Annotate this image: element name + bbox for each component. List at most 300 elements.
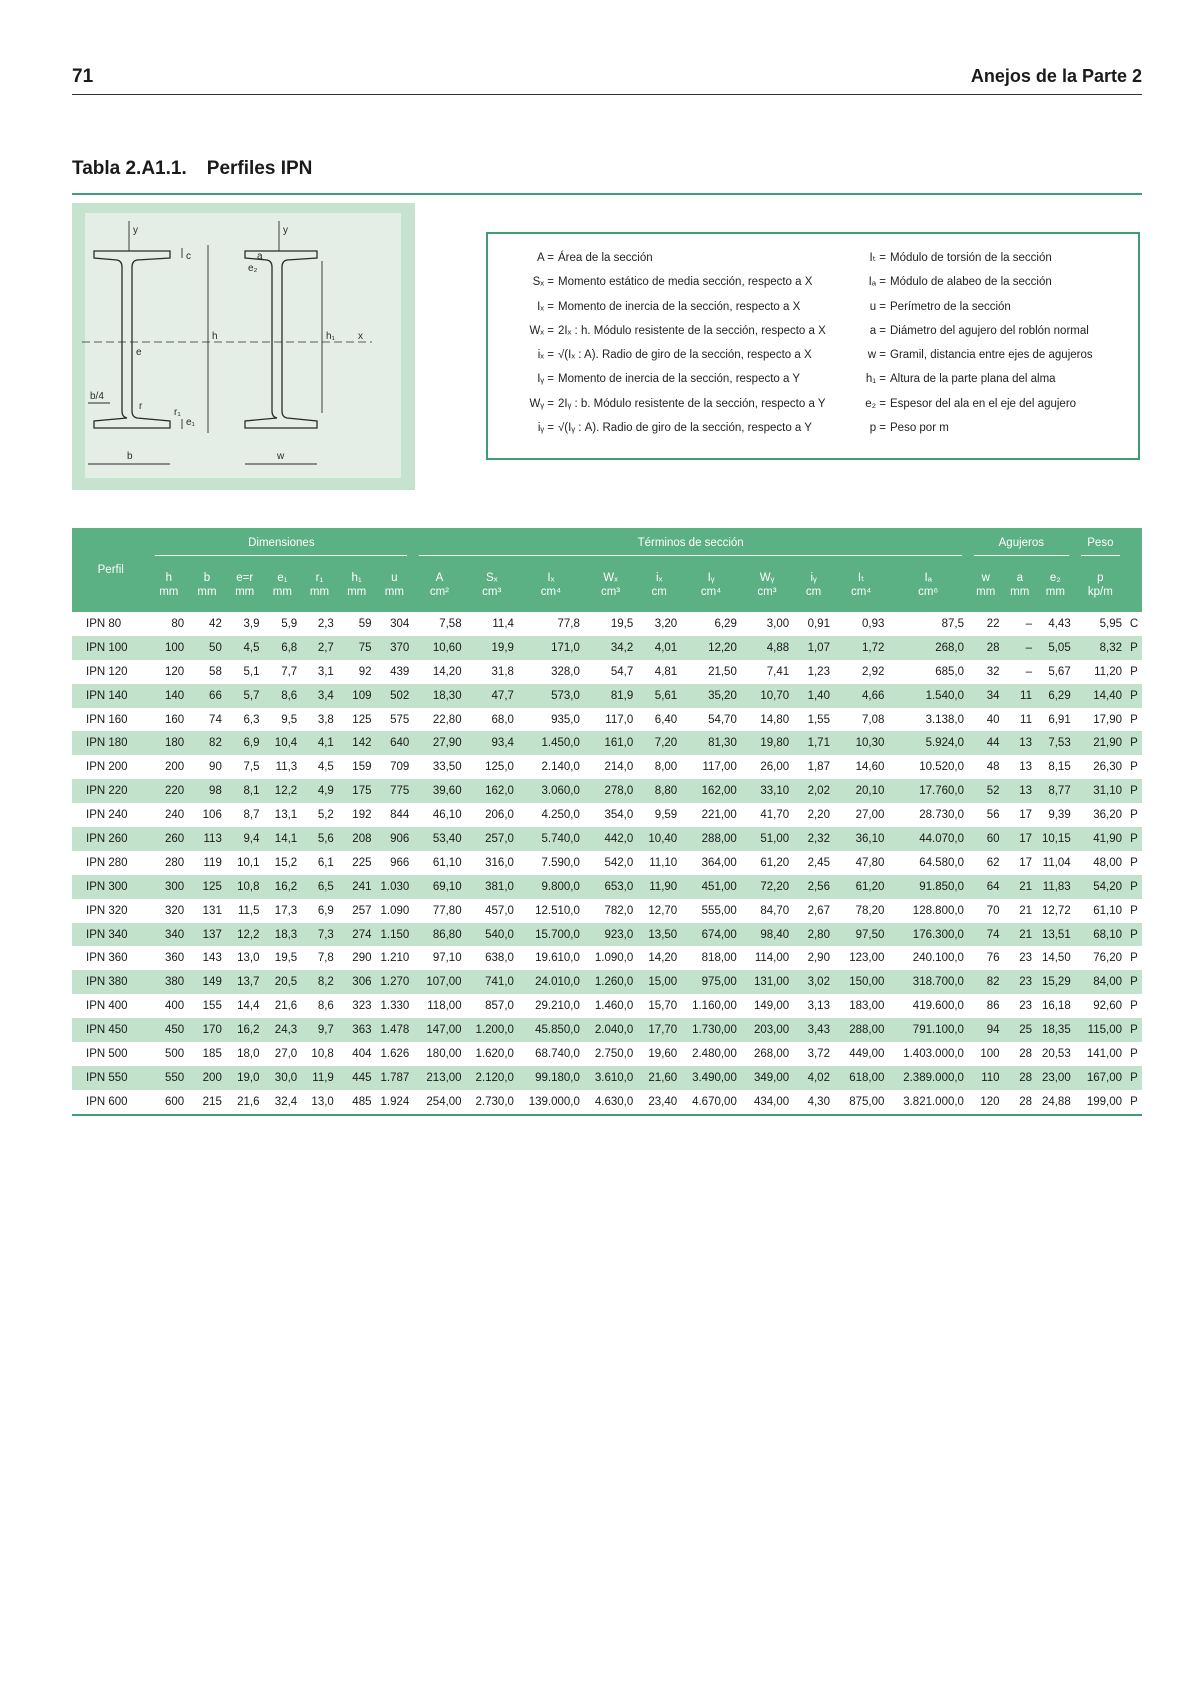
table-cell: 86 xyxy=(986,1000,1000,1013)
table-cell: 15,00 xyxy=(637,970,681,994)
column-unit: mm xyxy=(188,584,226,612)
table-cell: 14,4 xyxy=(237,1000,260,1013)
table-cell: 791.100,0 xyxy=(888,1018,968,1042)
table-body xyxy=(72,612,1142,1115)
table-cell: 17 xyxy=(1004,827,1036,851)
table-cell: 280 xyxy=(164,856,185,869)
table-cell: 162,00 xyxy=(681,779,741,803)
table-cell: 86,80 xyxy=(413,923,465,947)
table-cell: 54,7 xyxy=(610,665,634,678)
table-cell: 176.300,0 xyxy=(888,923,968,947)
table-cell: 4,66 xyxy=(834,684,888,708)
table-cell: 685,0 xyxy=(935,665,964,678)
column-unit: mm xyxy=(1004,584,1036,612)
table-cell: 306 xyxy=(338,970,376,994)
table-cell: 2.120,0 xyxy=(466,1066,518,1090)
legend-symbol: Iᵧ = xyxy=(537,373,554,386)
table-cell: 13 xyxy=(1004,779,1036,803)
figure-label-w: w xyxy=(277,451,285,462)
legend-text: √(Iₓ : A). Radio de giro de la sección, respecto a X xyxy=(558,349,812,362)
table-cell: 4,02 xyxy=(793,1066,834,1090)
table-row xyxy=(72,731,1142,755)
table-cell: 21,90 xyxy=(1075,731,1126,755)
table-cell: 323 xyxy=(352,1000,372,1013)
table-cell: 449,00 xyxy=(849,1047,885,1060)
table-cell: 1.200,0 xyxy=(466,1018,518,1042)
table-cell: 14,40 xyxy=(1075,684,1126,708)
table-cell: 21,50 xyxy=(708,665,737,678)
column-unit: cm⁶ xyxy=(888,584,968,612)
table-cell: 6,40 xyxy=(654,713,678,726)
column-unit: mm xyxy=(301,584,338,612)
figure-label-e1: e₁ xyxy=(186,417,195,428)
column-symbol: Wᵧ xyxy=(741,558,793,584)
table-cell: 34 xyxy=(968,684,1004,708)
table-cell: 123,00 xyxy=(849,952,885,965)
table-cell: 21,60 xyxy=(637,1066,681,1090)
table-cell: 340 xyxy=(149,923,188,947)
table-cell: 1.090,0 xyxy=(594,952,634,965)
table-cell: 36,20 xyxy=(1093,809,1122,822)
table-cell: 2.480,00 xyxy=(692,1047,737,1060)
table-cell: 208 xyxy=(338,827,376,851)
material-cell: P xyxy=(1130,952,1138,965)
table-cell: 77,8 xyxy=(557,617,580,630)
table-cell: 10,40 xyxy=(637,827,681,851)
column-symbol: Iₓ xyxy=(518,558,584,584)
table-cell: 288,00 xyxy=(681,827,741,851)
table-cell: 316,0 xyxy=(485,856,514,869)
table-cell: 185 xyxy=(202,1047,222,1060)
table-cell: 66 xyxy=(188,684,226,708)
table-cell: 115,00 xyxy=(1075,1018,1126,1042)
column-unit: mm xyxy=(338,584,376,612)
column-symbol: Wₓ xyxy=(584,558,637,584)
table-cell: 7,8 xyxy=(317,952,334,965)
table-row xyxy=(72,946,1142,970)
table-cell: 9,39 xyxy=(1048,809,1071,822)
table-cell: 1.030 xyxy=(375,875,413,899)
table-cell: 6,91 xyxy=(1048,713,1071,726)
material-cell: P xyxy=(1130,713,1138,726)
figure-label-e2: e₂ xyxy=(248,263,258,274)
table-cell: 82 xyxy=(188,731,226,755)
column-symbol: iₓ xyxy=(637,558,681,584)
table-cell: 8,1 xyxy=(226,779,264,803)
table-cell: 1,71 xyxy=(793,731,834,755)
table-cell: 20,10 xyxy=(834,779,888,803)
table-cell: 12,72 xyxy=(1041,904,1071,917)
table-cell: 76 xyxy=(986,952,1000,965)
table-cell: 3,4 xyxy=(301,684,338,708)
table-cell: 2.730,0 xyxy=(466,1090,518,1115)
table-cell: 6,5 xyxy=(301,875,338,899)
table-row xyxy=(72,875,1142,899)
table-cell: 328,0 xyxy=(551,665,580,678)
table-cell: 48 xyxy=(986,761,1000,774)
table-cell: 6,3 xyxy=(243,713,260,726)
legend-text: Perímetro de la sección xyxy=(890,300,1011,313)
table-cell: 674,00 xyxy=(681,923,741,947)
table-cell: – xyxy=(1025,665,1032,678)
material-cell: P xyxy=(1126,875,1142,899)
table-cell: 2,20 xyxy=(807,809,830,822)
table-cell: 15,2 xyxy=(274,856,298,869)
table-cell: 39,60 xyxy=(413,779,465,803)
title-rule xyxy=(72,193,1142,195)
table-cell: 363 xyxy=(338,1018,376,1042)
table-cell: 240 xyxy=(164,809,185,822)
column-symbol: h xyxy=(149,558,188,584)
table-cell: 98 xyxy=(188,779,226,803)
column-unit: mm xyxy=(149,584,188,612)
table-cell: 44.070,0 xyxy=(888,827,968,851)
legend-symbol: h₁ = xyxy=(865,373,886,386)
table-cell: 354,0 xyxy=(604,809,634,822)
table-cell: 600 xyxy=(149,1090,188,1115)
table-cell: 445 xyxy=(338,1066,376,1090)
table-title-text: Perfiles IPN xyxy=(206,158,313,179)
table-cell: 254,00 xyxy=(413,1090,465,1115)
column-unit: cm³ xyxy=(741,584,793,612)
table-cell: 450 xyxy=(149,1018,188,1042)
table-cell: 260 xyxy=(149,827,188,851)
table-cell: 131 xyxy=(202,904,222,917)
table-cell: 3.138,0 xyxy=(925,713,964,726)
ipn-section-figure xyxy=(72,203,415,490)
table-cell: 2,56 xyxy=(793,875,834,899)
table-cell: 13,1 xyxy=(274,809,298,822)
table-cell: 3,9 xyxy=(243,617,260,630)
material-cell: P xyxy=(1126,1066,1142,1090)
table-cell: 61,10 xyxy=(432,856,462,869)
table-cell: 51,00 xyxy=(741,827,793,851)
table-cell: 183,00 xyxy=(849,1000,885,1013)
table-cell: 117,00 xyxy=(702,761,737,774)
table-cell: 6,8 xyxy=(264,636,302,660)
table-cell: 118,00 xyxy=(427,1000,462,1013)
table-cell: 618,00 xyxy=(834,1066,888,1090)
table-cell: 1.730,00 xyxy=(681,1018,741,1042)
table-cell: 33,50 xyxy=(432,761,462,774)
column-unit: mm xyxy=(1036,584,1075,612)
profile-name-cell: IPN 100 xyxy=(72,636,149,660)
table-cell: 27,0 xyxy=(274,1047,298,1060)
table-cell: 19,60 xyxy=(648,1047,678,1060)
symbol-legend xyxy=(486,232,1140,460)
legend-text: Momento de inercia de la sección, respecto a Y xyxy=(558,373,801,386)
ipn-section-drawing xyxy=(72,203,415,490)
table-cell: 74 xyxy=(968,923,1004,947)
table-cell: 142 xyxy=(338,731,376,755)
table-cell: 2,3 xyxy=(317,617,334,630)
table-cell: 206,0 xyxy=(485,809,514,822)
table-cell: 8,32 xyxy=(1075,636,1126,660)
table-cell: 18,3 xyxy=(264,923,302,947)
table-cell: 4,88 xyxy=(741,636,793,660)
table-cell: 1.210 xyxy=(380,952,410,965)
table-cell: 7,08 xyxy=(862,713,885,726)
page-number: 71 xyxy=(72,66,94,87)
table-cell: 13,0 xyxy=(301,1090,338,1115)
table-cell: 14,50 xyxy=(1041,952,1071,965)
table-cell: 257 xyxy=(352,904,372,917)
table-cell: 7.590,0 xyxy=(541,856,580,869)
table-cell: 74 xyxy=(209,713,222,726)
table-cell: 114,00 xyxy=(754,952,790,965)
table-cell: 140 xyxy=(149,684,188,708)
table-cell: 75 xyxy=(338,636,376,660)
table-row xyxy=(72,755,1142,779)
table-cell: 28 xyxy=(1019,1047,1032,1060)
table-cell: 9.800,0 xyxy=(518,875,584,899)
table-cell: 4,5 xyxy=(317,761,334,774)
table-cell: 12,2 xyxy=(264,779,302,803)
table-cell: 150,00 xyxy=(834,970,888,994)
group-terminos xyxy=(413,528,968,558)
column-symbol: e₁ xyxy=(264,558,302,584)
column-unit: cm xyxy=(637,584,681,612)
table-cell: 62 xyxy=(986,856,1000,869)
table-cell: 3,8 xyxy=(317,713,334,726)
table-cell: 857,0 xyxy=(485,1000,514,1013)
table-cell: 42 xyxy=(209,617,222,630)
table-cell: 59 xyxy=(358,617,372,630)
table-cell: 31,8 xyxy=(491,665,514,678)
table-cell: 149 xyxy=(188,970,226,994)
legend-text: Módulo de torsión de la sección xyxy=(890,252,1052,264)
table-cell: 6,9 xyxy=(317,904,334,917)
legend-symbol: Iₐ = xyxy=(868,276,886,289)
table-cell: 41,90 xyxy=(1075,827,1126,851)
table-row xyxy=(72,851,1142,875)
figure-label-e: e xyxy=(136,347,142,358)
group-agujeros-label: Agujeros xyxy=(998,537,1045,549)
column-unit: mm xyxy=(968,584,1004,612)
table-cell: 98,40 xyxy=(741,923,793,947)
table-cell: 214,0 xyxy=(604,761,634,774)
table-cell: 16,2 xyxy=(226,1018,264,1042)
table-row xyxy=(72,1018,1142,1042)
table-cell: 653,0 xyxy=(584,875,637,899)
table-cell: 360 xyxy=(164,952,185,965)
group-peso-label: Peso xyxy=(1087,537,1114,549)
table-cell: 22,80 xyxy=(432,713,462,726)
table-cell: 3.610,0 xyxy=(584,1066,637,1090)
material-cell: P xyxy=(1130,1000,1138,1013)
table-cell: 23,00 xyxy=(1036,1066,1075,1090)
table-cell: 6,9 xyxy=(226,731,264,755)
legend-text: 2Iₓ : h. Módulo resistente de la sección, respecto a X xyxy=(558,324,826,337)
table-cell: 21 xyxy=(1019,904,1032,917)
legend-symbol: w = xyxy=(867,349,886,362)
table-cell: 44 xyxy=(968,731,1004,755)
table-cell: 11,3 xyxy=(275,761,298,774)
material-cell: P xyxy=(1126,684,1142,708)
table-cell: 131,00 xyxy=(741,970,793,994)
table-cell: 137 xyxy=(188,923,226,947)
table-cell: 844 xyxy=(390,809,410,822)
figure-label-h1: h₁ xyxy=(326,331,335,342)
table-cell: 6,1 xyxy=(317,856,334,869)
table-cell: 288,00 xyxy=(834,1018,888,1042)
table-cell: 11 xyxy=(1004,684,1036,708)
table-cell: 4,43 xyxy=(1048,617,1071,630)
table-cell: 160 xyxy=(164,713,185,726)
table-cell: 1.787 xyxy=(375,1066,413,1090)
table-cell: 11 xyxy=(1020,713,1032,726)
column-unit: mm xyxy=(226,584,264,612)
table-cell: 61,10 xyxy=(1093,904,1122,917)
table-cell: 92,60 xyxy=(1093,1000,1122,1013)
table-cell: 27,00 xyxy=(855,809,885,822)
table-cell: 2,67 xyxy=(807,904,830,917)
table-cell: 149,00 xyxy=(753,1000,790,1013)
table-cell: 2,02 xyxy=(793,779,834,803)
table-cell: 300 xyxy=(149,875,188,899)
table-cell: 741,0 xyxy=(466,970,518,994)
table-cell: 68.740,0 xyxy=(535,1047,580,1060)
table-cell: 69,10 xyxy=(413,875,465,899)
table-cell: 15,70 xyxy=(648,1000,678,1013)
table-cell: 10,4 xyxy=(264,731,302,755)
material-cell: P xyxy=(1126,779,1142,803)
legend-text: Gramil, distancia entre ejes de agujeros xyxy=(890,349,1093,362)
figure-label-c: c xyxy=(186,251,191,262)
table-cell: 21 xyxy=(1004,923,1036,947)
table-cell: 442,0 xyxy=(584,827,637,851)
table-cell: 32,4 xyxy=(264,1090,302,1115)
group-peso xyxy=(1075,528,1126,558)
group-dimensiones-label: Dimensiones xyxy=(248,537,315,549)
table-cell: 100 xyxy=(149,636,188,660)
table-cell: 7,41 xyxy=(766,665,790,678)
table-cell: 19,0 xyxy=(226,1066,264,1090)
column-unit: mm xyxy=(264,584,302,612)
table-cell: 1,23 xyxy=(807,665,830,678)
column-symbol: iᵧ xyxy=(793,558,834,584)
table-cell: 20,5 xyxy=(264,970,302,994)
column-symbol: Sₓ xyxy=(466,558,518,584)
table-row xyxy=(72,1042,1142,1066)
material-cell: C xyxy=(1129,617,1139,630)
profile-name-cell: IPN 400 xyxy=(86,1000,128,1013)
table-cell: 159 xyxy=(352,761,372,774)
table-cell: 78,20 xyxy=(855,904,885,917)
table-cell: 8,2 xyxy=(301,970,338,994)
material-cell: P xyxy=(1126,1018,1142,1042)
table-cell: 9,59 xyxy=(654,809,678,822)
table-cell: 70 xyxy=(986,904,1000,917)
table-cell: 21 xyxy=(1004,875,1036,899)
table-cell: 709 xyxy=(390,761,410,774)
column-symbol: b xyxy=(188,558,226,584)
table-cell: 241 xyxy=(338,875,376,899)
profile-name-cell: IPN 550 xyxy=(72,1066,149,1090)
legend-text: √(Iᵧ : A). Radio de giro de la sección, respecto a Y xyxy=(558,422,812,435)
table-cell: 381,0 xyxy=(466,875,518,899)
table-cell: 1.330 xyxy=(380,1000,410,1013)
legend-text: Área de la sección xyxy=(558,252,653,264)
table-cell: 1.260,0 xyxy=(584,970,637,994)
column-symbol: w xyxy=(968,558,1004,584)
table-cell: 8,7 xyxy=(243,809,260,822)
table-cell: 47,7 xyxy=(466,684,518,708)
table-cell: 200 xyxy=(164,761,185,774)
table-cell: 19.610,0 xyxy=(535,952,580,965)
legend-symbol: Wₓ = xyxy=(529,324,554,337)
profile-name-cell: IPN 120 xyxy=(86,665,128,678)
table-cell: 14,20 xyxy=(432,665,462,678)
table-cell: 155 xyxy=(202,1000,222,1013)
table-cell: 10,60 xyxy=(413,636,465,660)
table-cell: 141,00 xyxy=(1086,1047,1122,1060)
table-cell: 28 xyxy=(1004,1066,1036,1090)
table-cell: 68,0 xyxy=(491,713,514,726)
table-cell: 2,32 xyxy=(793,827,834,851)
table-cell: 775 xyxy=(375,779,413,803)
table-cell: 404 xyxy=(352,1047,372,1060)
table-cell: 81,30 xyxy=(681,731,741,755)
table-cell: 97,10 xyxy=(432,952,462,965)
table-cell: 18,30 xyxy=(413,684,465,708)
table-cell: 268,00 xyxy=(753,1047,790,1060)
table-cell: 1.460,0 xyxy=(594,1000,634,1013)
table-cell: 364,00 xyxy=(701,856,737,869)
table-cell: 31,10 xyxy=(1075,779,1126,803)
table-cell: 13,50 xyxy=(637,923,681,947)
header-rule xyxy=(72,94,1142,95)
figure-label-h: h xyxy=(212,331,218,342)
legend-symbol: a = xyxy=(869,324,886,337)
table-cell: 1,40 xyxy=(793,684,834,708)
legend-symbol: Sₓ = xyxy=(532,276,554,289)
table-cell: 24,88 xyxy=(1036,1090,1075,1115)
table-cell: 10,70 xyxy=(741,684,793,708)
table-cell: 3,13 xyxy=(807,1000,830,1013)
legend-item xyxy=(514,319,854,343)
profile-name-cell: IPN 450 xyxy=(72,1018,149,1042)
column-unit: cm⁴ xyxy=(681,584,741,612)
table-cell: 268,0 xyxy=(888,636,968,660)
profile-name-cell: IPN 500 xyxy=(86,1047,128,1060)
table-cell: 1.160,00 xyxy=(692,1000,737,1013)
material-cell: P xyxy=(1126,731,1142,755)
table-cell: 1,87 xyxy=(807,761,830,774)
table-cell: 53,40 xyxy=(413,827,465,851)
table-cell: 2,90 xyxy=(807,952,830,965)
legend-text: Peso por m xyxy=(890,422,949,435)
table-cell: 457,0 xyxy=(485,904,514,917)
table-row xyxy=(72,660,1142,684)
table-cell: 60 xyxy=(968,827,1004,851)
legend-symbol: iₓ = xyxy=(537,349,554,362)
table-cell: 203,00 xyxy=(741,1018,793,1042)
legend-item xyxy=(514,343,854,367)
running-head: Anejos de la Parte 2 xyxy=(970,66,1142,86)
table-row xyxy=(72,827,1142,851)
legend-item xyxy=(858,319,1128,343)
material-cell: P xyxy=(1130,1047,1138,1060)
table-cell: 4,01 xyxy=(637,636,681,660)
table-cell: 167,00 xyxy=(1075,1066,1126,1090)
table-cell: 7,53 xyxy=(1036,731,1075,755)
table-cell: 1.090 xyxy=(380,904,410,917)
table-cell: 1,72 xyxy=(834,636,888,660)
table-cell: 8,77 xyxy=(1036,779,1075,803)
table-cell: 17 xyxy=(1019,856,1032,869)
legend-symbol: Iₓ = xyxy=(537,300,554,313)
